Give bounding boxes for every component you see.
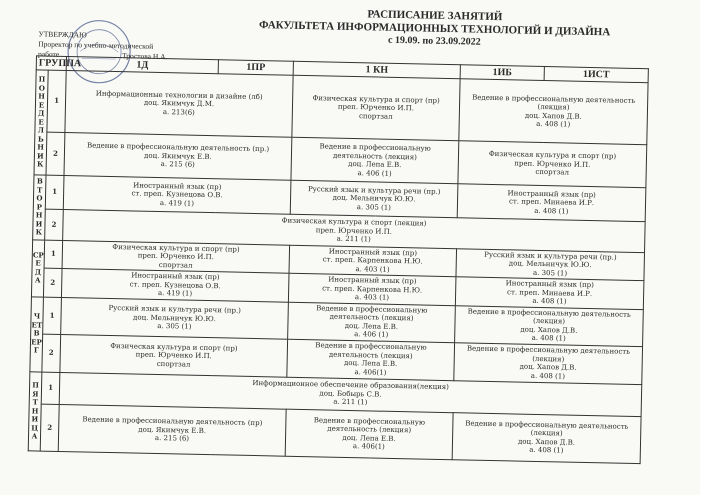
class-cell: Русский язык и культура речи (пр.) доц. Мельничук Ю.Ю. а. 305 (1) (290, 180, 458, 218)
day-label: СРЕДА (31, 240, 44, 297)
schedule-table (28, 55, 649, 464)
group-col-header: 1Д (66, 57, 218, 74)
class-cell: Физическая культура и спорт (пр) преп. Юрченко И.П. спортзал (60, 335, 288, 377)
class-cell: Физическая культура и спорт (пр) преп. Юрченко И.П. спортзал (62, 240, 290, 273)
pair-number: 1 (47, 70, 66, 133)
class-cell: Ведение в профессиональную деятельность (лекция) доц. Хапов Д.В. а. 408 (1) (459, 79, 648, 145)
group-col-header: 1ИСТ (544, 67, 648, 83)
class-cell: Ведение в профессиональную деятельность (лекция) доц. Хапов Д.В. а. 408 (1) (454, 343, 643, 384)
date-range: с 19.09. по 23.09.2022 (387, 34, 481, 48)
class-cell: Иностранный язык (пр) ст. преп. Кузнецова О.В. а. 419 (1) (63, 175, 291, 214)
approval-position: Проректор по учебно-методической (38, 39, 154, 51)
class-cell: Иностранный язык (пр) ст. преп. Карпенкова Н.Ю. а. 403 (1) (289, 245, 457, 277)
class-cell: Ведение в профессиональную деятельность (лекция) доц. Хапов Д.В. а. 408 (1) (452, 412, 641, 463)
class-cell: Физическая культура и спорт (пр) преп. Юрченко И.П. спортзал (292, 75, 460, 141)
pair-number: 1 (43, 297, 62, 335)
class-cell: Ведение в профессиональную деятельность (лекция) доц. Лепа Е.В. а. 406(1) (287, 339, 455, 380)
pair-number: 2 (43, 268, 62, 297)
day-label: ЧЕТВЕРГ (30, 296, 44, 371)
day-label: ПЯТНИЦА (28, 371, 42, 451)
class-cell: Ведение в профессиональную деятельность (пр.) доц. Якимчук Е.В. а. 215 (6) (64, 133, 292, 181)
title-line-1: РАСПИСАНИЕ ЗАНЯТИЙ (367, 8, 503, 24)
pair-number: 2 (42, 334, 61, 372)
class-cell: Иностранный язык (пр) ст. преп. Минаева И.Р. а. 408 (1) (455, 277, 644, 309)
class-cell: Ведение в профессиональную деятельность (пр) доц. Якимчук Е.В. а. 215 (6) (58, 404, 286, 456)
pair-number: 2 (40, 404, 59, 452)
approval-word: УТВЕРЖДАЮ (38, 29, 87, 40)
class-cell-shared: Информационное обеспечение образования(лекция) доц. Бобырь С.В. а. 211 (1) (59, 372, 642, 416)
approval-signer: Тростова Н.А. (121, 51, 168, 62)
day-label: ВТОРНИК (33, 175, 46, 240)
class-cell: Русский язык и культура речи (пр.) доц. Мельничук Ю.Ю. а. 305 (1) (456, 249, 645, 281)
group-col-header: 1ИБ (460, 65, 544, 81)
class-cell: Иностранный язык (пр) ст. преп. Минаева И.Р. а. 408 (1) (457, 184, 646, 222)
class-cell: Физическая культура и спорт (пр) преп. Юрченко И.П. спортзал (458, 141, 647, 188)
pair-number: 1 (45, 175, 64, 210)
class-cell: Ведение в профессиональную деятельность (лекция) доц. Лепа Е.В. а. 406 (1) (291, 137, 459, 183)
class-cell: Русский язык и культура речи (пр.) доц. Мельничук Ю.Ю. а. 305 (1) (61, 297, 289, 339)
class-cell-shared: Физическая культура и спорт (лекция) преп. Юрченко И.П. а. 211 (1) (63, 210, 646, 253)
title-line-2: ФАКУЛЬТЕТА ИНФОРМАЦИОННЫХ ТЕХНОЛОГИЙ И ДИЗАЙНА (258, 19, 611, 39)
class-cell: Иностранный язык (пр) ст. преп. Кузнецова О.В. а. 419 (1) (61, 269, 289, 302)
class-cell: Ведение в профессиональную деятельность (лекция) доц. Лепа Е.В. а. 406 (1) (288, 302, 456, 343)
class-cell: Ведение в профессиональную деятельность (лекция) доц. Лепа Е.В. а. 406(1) (285, 409, 453, 460)
pair-number: 2 (46, 132, 65, 175)
group-col-header: 1 КН (293, 61, 460, 78)
group-col-header: 1ПР (218, 60, 293, 75)
schedule-title (234, 6, 635, 52)
approval-position-2: работе (37, 49, 60, 59)
group-header: ГРУППА (36, 56, 66, 71)
class-cell: Иностранный язык (пр) ст. преп. Карпенкова Н.Ю. а. 403 (1) (288, 273, 456, 305)
class-cell: Ведение в профессиональную деятельность (лекция) доц. Хапов Д.В. а. 408 (1) (455, 305, 644, 346)
pair-number: 2 (45, 209, 64, 240)
day-label: ПОНЕДЕЛЬНИК (34, 70, 48, 175)
class-cell: Информационные технологии в дизайне (лб) доц. Якимчук Д.М. а. 213(6) (65, 70, 293, 137)
pair-number: 1 (44, 240, 63, 269)
pair-number: 1 (41, 372, 60, 405)
